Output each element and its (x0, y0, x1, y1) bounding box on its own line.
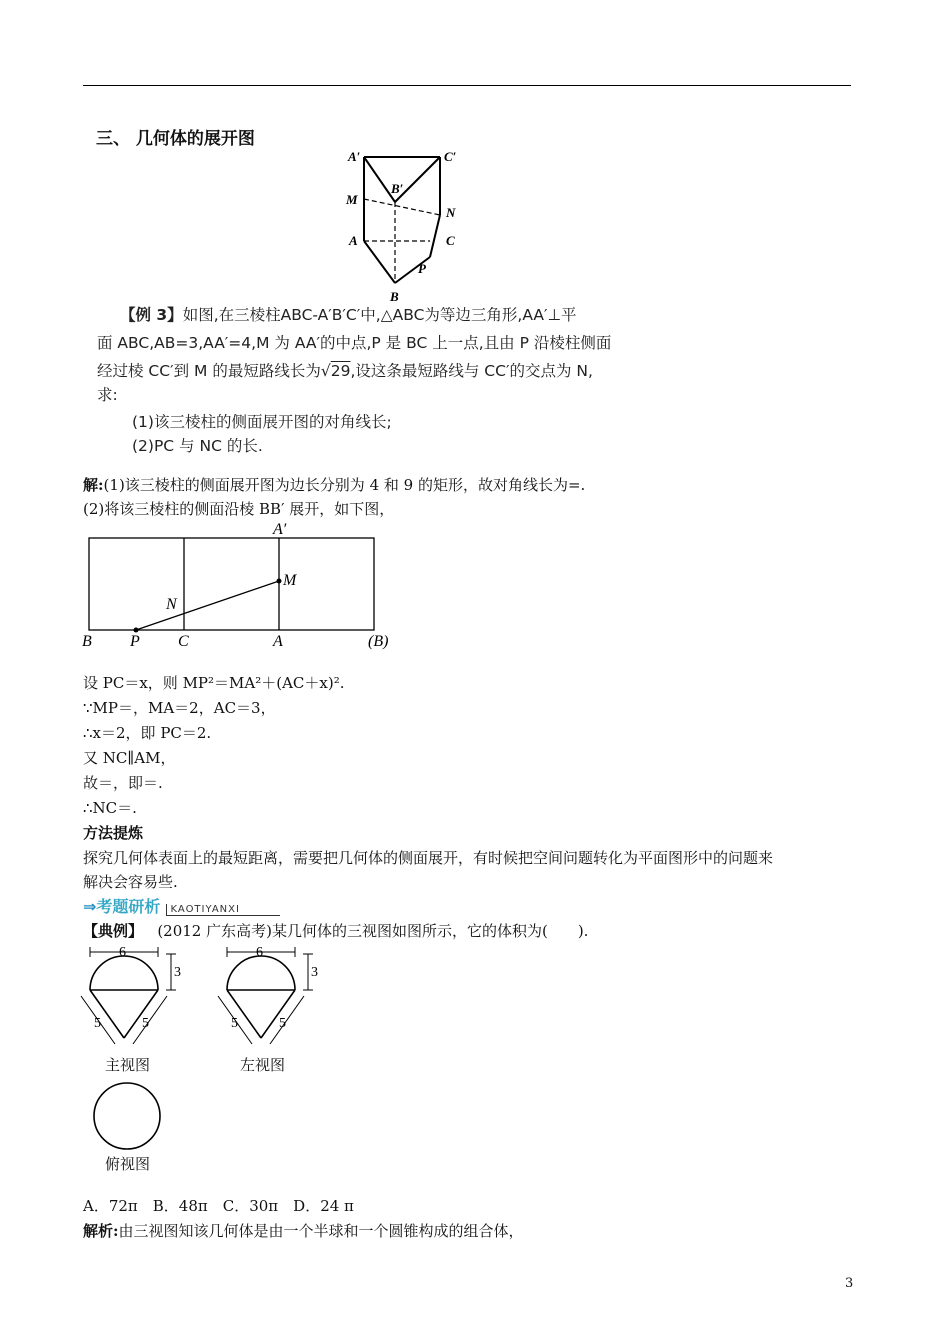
label-m-unfold: M (283, 572, 297, 589)
example3-line1 (120, 306, 577, 325)
label-c-unfold: C (178, 633, 189, 650)
sqrt-value: 29 (330, 362, 351, 380)
solution-part1-text: (1)该三棱柱的侧面展开图为边长分别为 4 和 9 的矩形，故对角线长为=. (103, 476, 586, 494)
label-a-prime-unfold: A′ (273, 521, 287, 538)
front-view-caption: 主视图 (105, 1056, 151, 1074)
example3-tag: 【例 3】 (120, 306, 183, 324)
analysis-text: 由三视图知该几何体是由一个半球和一个圆锥构成的组合体， (118, 1222, 524, 1240)
label-b: B (390, 289, 399, 304)
derivation-4: 又 NC∥AM， (83, 749, 176, 767)
choices: A．72π B．48π C．30π D．24 π (83, 1197, 354, 1215)
label-b-paren-unfold: (B) (368, 633, 389, 650)
left-top-dim: 6 (256, 945, 263, 960)
page-number: 3 (845, 1276, 854, 1291)
label-c-prime: C′ (444, 149, 457, 164)
arrow-icon: ⇒ (83, 897, 97, 916)
method-text-2: 解决会容易些. (83, 873, 178, 891)
label-b-prime: B′ (391, 181, 404, 196)
label-p-unfold: P (130, 633, 140, 650)
front-side-dim: 3 (174, 965, 181, 980)
front-top-dim: 6 (119, 945, 126, 960)
typical-text: (2012 广东高考)某几何体的三视图如图所示，它的体积为( ). (157, 922, 589, 940)
method-text-1: 探究几何体表面上的最短距离，需要把几何体的侧面展开，有时候把空间问题转化为平面图形中的问题来 (83, 849, 774, 867)
solution-part2: (2)将该三棱柱的侧面沿棱 BB′ 展开，如下图， (83, 500, 395, 518)
example3-line3-a: 经过棱 CC′到 M 的最短路线长为 (97, 362, 321, 380)
label-a-unfold: A (273, 633, 283, 650)
kaoti-banner (83, 894, 333, 916)
left-side-dim: 3 (311, 965, 318, 980)
left-right-dim: 5 (279, 1016, 286, 1031)
prism-figure (340, 145, 470, 305)
derivation-2: ∵MP＝，MA＝2，AC＝3， (83, 699, 276, 717)
left-left-dim: 5 (231, 1016, 238, 1031)
solution-part1 (83, 476, 585, 494)
label-n: N (446, 205, 456, 220)
label-a: A (349, 233, 358, 248)
unfold-figure (78, 515, 408, 655)
banner-en: KAOTIYANXI (166, 904, 280, 916)
label-n-unfold: N (166, 596, 177, 613)
left-view (213, 940, 323, 1048)
method-title: 方法提炼 (83, 824, 144, 842)
front-left-dim: 5 (94, 1016, 101, 1031)
point-m (277, 579, 282, 584)
analysis-line (83, 1222, 524, 1240)
derivation-1: 设 PC＝x，则 MP²＝MA²＋(AC＋x)². (83, 674, 345, 692)
label-b-unfold: B (82, 633, 92, 650)
banner-cn: 考题研析 (96, 897, 161, 916)
label-m: M (346, 192, 358, 207)
point-p (134, 628, 139, 633)
front-view (78, 940, 188, 1048)
example3-line2: 面 ABC,AB=3,AA′=4,M 为 AA′的中点,P 是 BC 上一点,且由 P 沿棱柱侧面 (97, 334, 612, 352)
example3-line3 (97, 362, 593, 381)
derivation-5: 故＝，即＝. (83, 774, 163, 792)
sqrt-sign: √ (320, 362, 331, 380)
typical-line (83, 922, 588, 940)
top-view-caption: 俯视图 (105, 1155, 151, 1173)
solution-label: 解: (83, 476, 104, 494)
top-view (90, 1080, 164, 1154)
label-a-prime: A′ (348, 149, 361, 164)
label-p: P (418, 261, 426, 276)
example3-line1-text: 如图,在三棱柱ABC-A′B′C′中,△ABC为等边三角形,AA′⊥平 (182, 306, 577, 324)
header-rule (83, 85, 851, 86)
example3-q2: (2)PC 与 NC 的长. (132, 437, 263, 455)
derivation-6: ∴NC＝. (83, 799, 137, 817)
example3-line4: 求: (97, 386, 118, 404)
left-view-caption: 左视图 (240, 1056, 286, 1074)
section-title: 三、 几何体的展开图 (96, 129, 255, 149)
example3-q1: (1)该三棱柱的侧面展开图的对角线长; (132, 413, 392, 431)
front-right-dim: 5 (142, 1016, 149, 1031)
analysis-label: 解析: (83, 1222, 119, 1240)
derivation-3: ∴x＝2，即 PC＝2. (83, 724, 212, 742)
example3-line3-b: ,设这条最短路线与 CC′的交点为 N, (350, 362, 593, 380)
label-c: C (446, 233, 455, 248)
typical-tag: 【典例】 (83, 922, 144, 940)
